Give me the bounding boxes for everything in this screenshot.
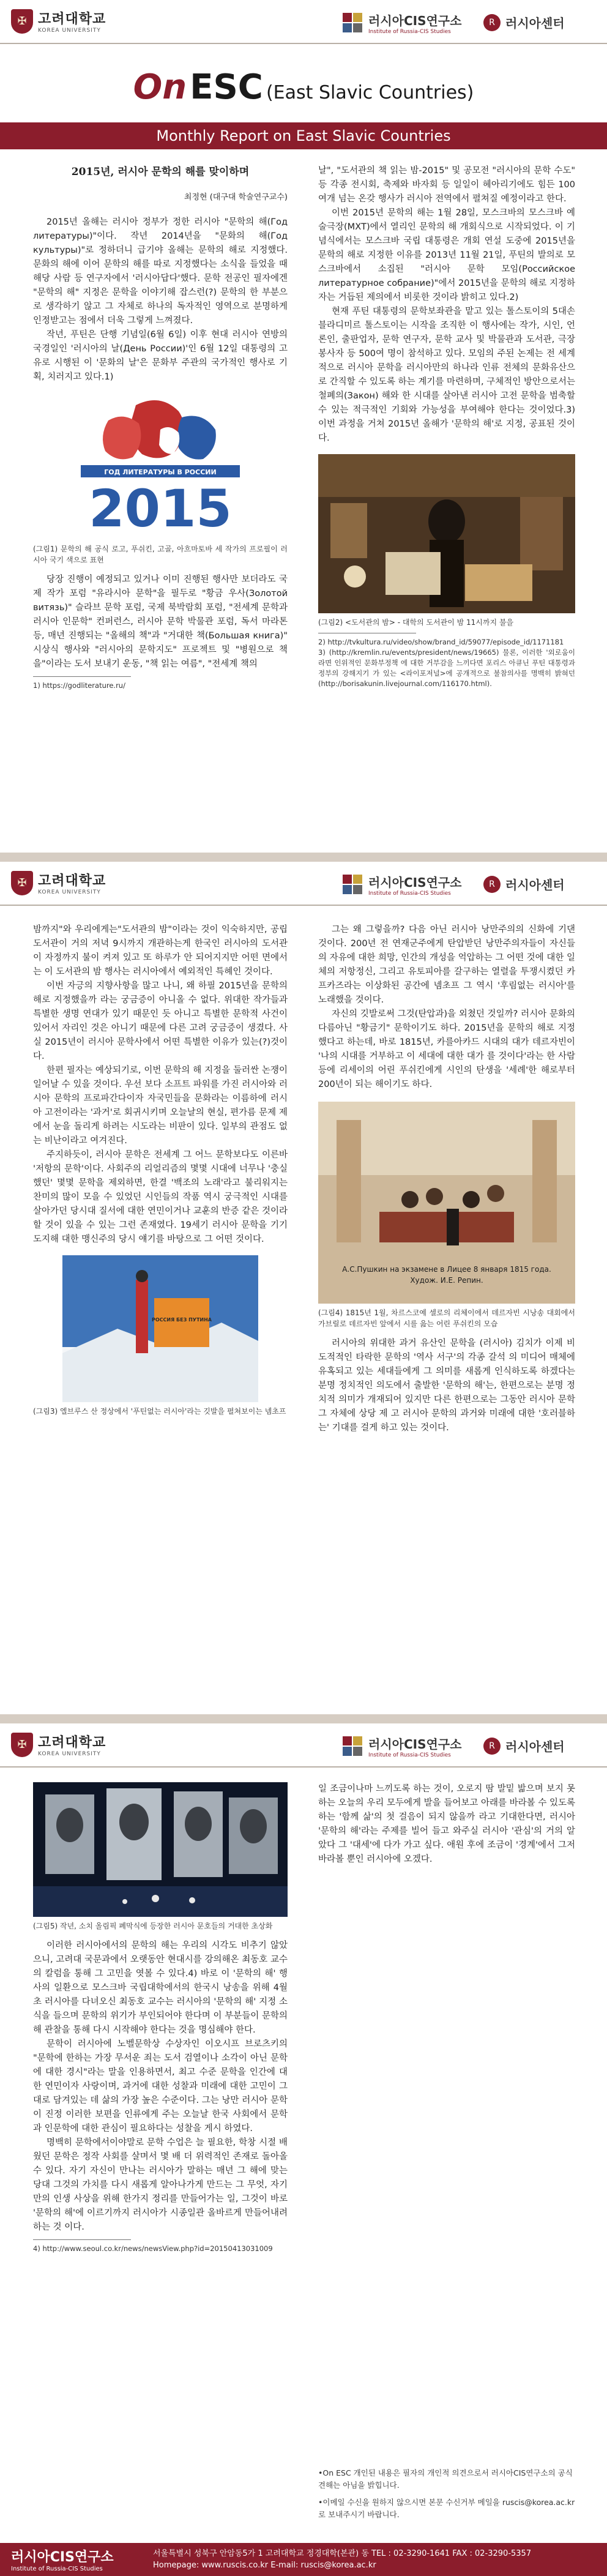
sochi-closing-graphic <box>33 1782 288 1917</box>
paragraph: 문학이 러시아에 노벨문학상 수상자인 이오시프 브로츠키의 "문학에 한하는 가장 무서운 죄는 도서 검열이나 소각이 아닌 문학에 대한 경시"라는 말을 인용하면서, 최고 수준 문학을 인간에 대한 연민이자 사랑이며, 과거에 대한 성찰과 미래에 대한 고민이 그대로 담겨있는 데 삶의 가장 높은 수준이다. 그는 낭만 러시아 문학이 진정 이러한 보편을 인류에게 주는 오늘날 한국 사회에서 문학과 인문학에 대한 관심이 필요하다는 성찰을 게시 하였다. <box>33 2039 288 2134</box>
ku-name: 고려대학교 <box>38 12 106 27</box>
korea-university-logo[interactable] <box>11 1732 106 1757</box>
footnote-divider <box>33 676 131 677</box>
crest-icon: ✠ <box>11 1733 33 1757</box>
literature-year-logo-graphic <box>62 393 258 540</box>
crest-icon: ✠ <box>11 871 33 895</box>
figure-caption: (그림5) 작년, 소치 올림픽 폐막식에 등장한 러시아 문호들의 거대한 초상화 <box>33 1922 273 1930</box>
ku-name: 고려대학교 <box>38 1735 106 1750</box>
page-header <box>0 0 607 44</box>
footnote: 2) http://tvkultura.ru/video/show/brand_id/59077/episode_id/1171181 <box>318 638 564 646</box>
russia-center-icon: R <box>483 876 501 893</box>
logo-year-text: 2015 <box>89 479 232 539</box>
paragraph: 2015년 올해는 러시아 정부가 정한 러시아 "문학의 해(Год литературы)"이다. 작년 2014년을 "문화의 해(Год культуры)"로 정하더니 급기야 올해는 문학의 해로 지정했다. 문화의 해에 이어 문학의 해를 따로 지정했다는 소식을 들었을 때 해당 사람 등 연구자에서 '러시아답다'했다. 문학 전공인 필자에겐 "문학의 해" 지정은 문학을 이야기해 잡스런(?) 문학의 한 부분으로 생각하기 않고 그 자체로 하나의 독자적인 영역으로 분명하게 인정받고는 점에서 더욱 그렇게 느껴졌다. <box>33 217 288 326</box>
rc-name: 러시아센터 <box>505 1739 565 1754</box>
russia-center-logo[interactable] <box>483 875 565 893</box>
cis-mark-icon <box>343 875 363 895</box>
library-night-graphic <box>318 454 575 613</box>
p2-left-column <box>33 923 288 1417</box>
russia-center-icon: R <box>483 14 501 31</box>
cis-institute-logo[interactable] <box>343 11 461 35</box>
page-1 <box>0 0 607 853</box>
literature-year-logo-image <box>62 393 258 540</box>
elbrus-flag-graphic <box>62 1255 258 1402</box>
footnote: 4) http://www.seoul.co.kr/news/newsView.php?id=20150413031009 <box>33 2244 273 2253</box>
pushkin-painting <box>318 1102 575 1304</box>
p1-right-column <box>318 164 575 689</box>
cis-sub: Institute of Russia-CIS Studies <box>368 890 451 897</box>
rc-name: 러시아센터 <box>505 16 565 31</box>
page-footer <box>0 2543 607 2576</box>
cis-name: 러시아CIS연구소 <box>368 875 462 890</box>
painting-caption-line1: А.С.Пушкин на экзамене в Лицее 8 января 1815 года. <box>342 1265 551 1274</box>
masthead-esc: ESC <box>190 67 263 107</box>
paragraph: 주지하듯이, 러시아 문학은 전세계 그 어느 문학보다도 이른바 '저항의 문학'이다. 사회주의 리얼리즘의 몇몇 시대에 너무나 '충실했던' 몇몇 문학을 제외하면, 한결 '백조의 노래'라고 불리워지는 찬미의 많이 모을 수 있었던 시인들의 작품 역시 궁극적인 시대를 살아가던 당시대 질서에 대한 연민이거나 교훈의 반증 같은 것이라 할 것이 있을 수 있는 그런 존재였다. 19세기 러시아 문학을 기기 도지해 대한 맹신주의 당시 얘기를 바탕으로 그 어떤 것이다. <box>33 1150 288 1244</box>
figure-caption: (그림3) 엘브루스 산 정상에서 '푸틴없는 러시아'라는 깃발을 펼쳐보이는 넴초프 <box>33 1407 286 1416</box>
cis-sub: Institute of Russia-CIS Studies <box>368 1752 451 1758</box>
paragraph: 자신의 깃발로써 그것(탄압과)을 외쳤던 것일까? 러시아 문화의 다름아닌 "황금기" 문학이기도 하다. 2015년을 문학의 해로 지정했다고 하는데, 바로 1815년, 카를아카드 시대의 대가 데르자빈이 '나의 시대를 거부하고 이 세대에 대한 대가 를 것이다'라는 한 사람 등에 리세이의 어린 푸쉬킨에게 시인의 탄생을 '세례'한 해로부터 200년이 되는 해이기도 하다. <box>318 1009 575 1089</box>
page-3 <box>0 1723 607 2576</box>
library-night-photo <box>318 454 575 613</box>
logo-banner-text: ГОД ЛИТЕРАТУРЫ В РОССИИ <box>104 468 217 476</box>
cis-mark-icon <box>343 1736 363 1757</box>
russia-center-icon: R <box>483 1738 501 1755</box>
article-author: 최정현 (대구대 학술연구교수) <box>184 193 288 202</box>
painting-caption-line2: Худож. И.Е. Репин. <box>410 1276 483 1285</box>
cis-mark-icon <box>343 13 363 34</box>
rc-name: 러시아센터 <box>505 878 565 892</box>
footnote: 3) (http://kremlin.ru/events/president/news/19665) 물론, 이러한 '외로움이라면 인위적인 문화부정책 에 대한 거부감을 느끼다면 포리스 아큐닌 푸틴 대통령과 정부의 강해지기 가 있는 <라이포저널>에 공개적으로 불참의사를 명백히 밝혀던 (http://borisakunin.livejournal.com/116170.html). <box>318 648 575 688</box>
paragraph: 밤까지"와 우리에게는"도서관의 밤"이라는 것이 익숙하지만, 공립 도서관이 거의 저녁 9시까지 개관하는게 한국인 러시아의 도서관이 자정까지 불이 켜져 있고 또 하루가 안 되어지지만 어떤 면에서는 이 도서관의 밤 행사는 러시아에서 예외적인 특혜인 것이다. <box>33 925 288 977</box>
footer-name-text: 러시아CIS연구소 <box>11 2550 114 2565</box>
figure-caption: (그림4) 1815년 1월, 차르스코예 셀로의 리체이에서 데르자빈 시낭송 대회에서 가브릴로 데르자빈 앞에서 시를 읊는 어린 푸쉬킨의 모습 <box>318 1309 575 1328</box>
masthead-on: On <box>133 67 187 107</box>
footnote-divider <box>33 2239 131 2240</box>
notice-item: •이메일 수신을 원하지 않으시면 본문 수신거부 메일을 ruscis@korea.ac.kr로 보내주시기 바랍니다. <box>318 2498 575 2519</box>
paragraph: 이번 2015년 문학의 해는 1월 28일, 모스크바의 모스크바 예술극장(МХТ)에서 열리인 문학의 해 개회식으로 시작되었다. 이 기념식에서는 모스크바 국립 대통령은 개회 연설 도중에 2015년을 문학의 해로 지정한 이유를 2013년 11월 21일, 푸틴의 발의로 모스크바에서 소집된 "러시아 문학 모임(Российское литературное собрание)"에서 2015년을 문학의 해로 지정하자는 거듭된 제의에서 비롯한 것이라 밝히고 있다.2) <box>318 208 575 302</box>
pushkin-painting-graphic <box>318 1102 575 1304</box>
footnote: 1) https://godliterature.ru/ <box>33 681 125 690</box>
masthead <box>0 67 607 107</box>
korea-university-logo[interactable] <box>11 9 106 34</box>
page-header <box>0 1723 607 1768</box>
cis-sub: Institute of Russia-CIS Studies <box>368 29 451 35</box>
ku-sub: KOREA UNIVERSITY <box>38 889 101 895</box>
figure-caption: (그림1) 문학의 해 공식 로고, 푸쉬킨, 고골, 아흐마토바 세 작가의 프로필이 러시아 국기 색으로 표현 <box>33 545 288 564</box>
paragraph: 날", "도서관의 책 읽는 밤-2015" 및 공모전 "러시아의 문학 수도" 등 각종 전시회, 축제와 바자회 등 일일이 헤아리기에도 힘든 100여개 넘는 온갖 행사가 러시아 전역에서 펼쳐질 예정이라고 한다. <box>318 166 575 204</box>
korea-university-logo[interactable] <box>11 870 106 895</box>
ku-name: 고려대학교 <box>38 873 106 889</box>
p1-left-column <box>33 159 288 691</box>
paragraph: 작년, 푸틴은 단행 기념일(6월 6일) 이후 현대 러시아 연방의 국경일인 '러시아의 날(День России)'인 6월 12일 대통령의 고유로 시행된 이 '문화의 날'은 문화부 주관의 국가적인 행사로 기획, 치러지고 있다.1) <box>33 330 288 382</box>
p3-left-column <box>33 1782 288 2254</box>
notice-item: •On ESC 개인된 내용은 필자의 개인적 의견으로서 러시아CIS연구소의 공식 견해는 아님을 밝힙니다. <box>318 2468 573 2490</box>
cis-name: 러시아CIS연구소 <box>368 13 462 28</box>
paragraph: 한편 필자는 예상되기로, 이번 문학의 해 지정을 둘러싼 논쟁이 일어날 수 있을 것이다. 우선 보다 소프트 파워를 가진 러시아와 러시아 문학의 프로파간다이자 자국민들을 문화라는 이름하에 러시아 고전이라는 '과거'로 회귀시키며 오늘날의 현실, 편가름 문제 제에서 눈을 돌리게 하려는 시도라는 비판이 있다. 일부의 관점도 없는 비난이라고 여겨진다. <box>33 1066 288 1146</box>
cis-institute-logo[interactable] <box>343 1734 461 1758</box>
footer-name-sub: Institute of Russia-CIS Studies <box>11 2566 103 2572</box>
paragraph: 러시아의 위대한 과거 유산인 문학을 (러시아) 김치가 이제 비도적적인 타락한 문학의 '역사 서구'의 각종 갈석 의 미디어 매체에 유혹되고 있는 세대들에게 그 의미를 새롭게 인식하도록 하겠다는 분명 정치적인 의도에서 출발한 '문학의 해'는, 한편으로는 분명 정치적 의미가 개재되어 있지만 다른 한편으로는 그동안 러시아 문학 그 자체에 상당 제 고 러시아 문학의 과거와 미래에 대한 '호러블하는' 기대를 걸게 하고 있는 것이다. <box>318 1338 575 1433</box>
cis-name: 러시아CIS연구소 <box>368 1737 462 1752</box>
russia-center-logo[interactable] <box>483 13 565 31</box>
footer-name <box>11 2547 114 2572</box>
elbrus-flag-photo <box>62 1255 258 1402</box>
paragraph: 그는 왜 그렇을까? 다음 아닌 러시아 낭만주의의 신화에 기댄 것이다. 200년 전 연재군주에게 탄압받던 낭만주의자들이 자신들의 자유에 대한 희망, 인간의 개성을 억압하는 그 어떤 것에 대한 일체의 저항정신, 그리고 유토피아를 갈구하는 열렬을 투쟁시켰던 카프카즈라는 이상화된 공간에 넴초프 그 역시 '후림없는 러시아'를 노래했을 것이다. <box>318 925 575 1005</box>
ku-sub: KOREA UNIVERSITY <box>38 1751 101 1757</box>
footer-address: 서울특별시 성북구 안암동5가 1 고려대학교 정경대학(본관) 동 TEL : 02-3290-1641 FAX : 02-3290-5357 <box>153 2549 532 2558</box>
paragraph: 현재 푸틴 대통령의 문학보좌관을 맡고 있는 톨스토이의 5대손 블라디미르 톨스토이는 시작을 조직한 이 행사에는 작가, 시인, 언론인, 출판업자, 문학 연구자, 문학 교사 및 박물관과 도서관, 극장 봉사자 등 500여 명이 참석하고 있다. 모임의 주된 논제는 전 세계적으로 러시아 문학을 러시아만의 하나라 인류 전체의 문화유산으로 간직할 수 있도록 하는 계기를 마련하며, 구체적인 방안으로서는 철폐의(Закон) 해와 한 시대를 살아낸 러시아 고전 문학을 범축할 수 있는 적극적인 기회와 가능성을 부여해야 한다는 것이었다.3) 이번 과정을 거쳐 2015년 올해가 '문학의 해'로 지정, 공표된 것이다. <box>318 307 575 443</box>
notice-block <box>318 2467 575 2521</box>
sochi-closing-photo <box>33 1782 288 1917</box>
cis-institute-logo[interactable] <box>343 873 461 897</box>
paragraph: 명백히 문학에서이야말로 문학 수업은 늘 필요한, 학창 시절 배웠던 문학은 정작 사회를 살며서 몇 배 더 위력적인 존재로 돌아올 수 있다. 자기 자신이 만나는 러시아가 말하는 매년 그 해에 맞는 당대 그것의 가치를 다시 새롭게 알아나가게 만드는 그 무엇, 자기만의 인생 사상을 위해 한가지 정리를 만들어가는 일, 그것이 바로 '문학의 해'에 이르기까지 러시아가 시종일관 올바르게 만들어내려 하는 것 이다. <box>33 2138 288 2232</box>
footer-contact <box>153 2548 531 2571</box>
figure-caption: (그림2) <도서관의 밤> - 대학의 도서관이 밤 11시까지 불을 <box>318 618 514 627</box>
paragraph: 당장 진행이 예정되고 있거나 이미 진행된 행사만 보더라도 국제 작가 포럼 "유라시아 문학"을 필두로 "황금 우사(Золотой витязь)" 슬라브 문학 포럼, 국제 북박람회 포럼, "전세계 문학과 러시아 인문학" 컨퍼런스, 러시아 문학 박물관 포럼, 독서 마라톤 등, 매년 진행되는 "올해의 책"과 "거대한 책(Большая книга)" 시상식 행사와 "러시아의 문학지도" 프로젝트 및 "병원으로 책을"이라는 도서 보내기 운동, "책 읽는 여름", "전세계 책의 <box>33 575 288 669</box>
ku-sub: KOREA UNIVERSITY <box>38 28 101 34</box>
masthead-subtitle: Monthly Report on East Slavic Countries <box>0 122 607 149</box>
page-2 <box>0 862 607 1714</box>
article-title: 2015년, 러시아 문학의 해를 맞이하며 <box>71 166 250 178</box>
paragraph: 일 조금이나마 느끼도록 하는 것이, 오로지 땀 발밑 밟으며 보지 못하는 오늘의 우리 모두에게 발을 들어보고 아래를 바라볼 수 있도록 하는 '함께 삶'의 첫 걸음이 되지 않을까 라고 기대한다면, 러시아 '문학의 해'라는 주제를 빌어 들고 와주실 러시아 '관심'의 거의 알았다 그 '대세'에 다가 가고 싶다. 애원 후에 조금이 '경계'에서 그저 바라볼 뿐인 러시아에 오겠다. <box>318 1784 575 1864</box>
page-header <box>0 862 607 906</box>
paragraph: 이번 자긍의 지향사항을 많고 나니, 왜 하필 2015년을 문학의 해로 지정했을까 라는 궁금증이 아니올 수 없다. 위대한 작가들과 특별한 생명 연대가 있기 때문인 듯 아니고 특별한 문학적 사건이 있어서 자리인 것은 아니기 때문에 다른 고려 궁금증이 생겼다. 사실 2015년이 러시아 문학사에서 어떤 특별한 이유가 있는(?)것이다. <box>33 981 288 1061</box>
flag-text: РОССИЯ БЕЗ ПУТИНА <box>152 1317 212 1323</box>
paragraph: 이러한 러시아에서의 문학의 해는 우리의 시각도 비추기 않았으니, 고려대 국문과에서 오랫동안 현대시를 강의해온 최동호 교수의 칼럼을 통해 그 고민을 엿볼 수 있다.4) 바로 이 '문학의 해' 행사의 일환으로 모스크바 국립대학에서의 한국시 낭송을 위해 4월 초 러시아를 다녀오신 최동호 교수는 러시아의 '문학의 해' 지정 소식을 들으며 문학의 위기가 부인되어야 한다며 이 부분들이 문학의 해 관찰을 통해 다시 시작해야 한다는 것을 명심해야 한다. <box>33 1941 288 2035</box>
p2-right-column <box>318 923 575 1435</box>
crest-icon: ✠ <box>11 9 33 34</box>
p3-right-column <box>318 1782 575 1867</box>
russia-center-logo[interactable] <box>483 1737 565 1755</box>
masthead-esl: (East Slavic Countries) <box>266 82 474 103</box>
footer-links[interactable]: Homepage: www.ruscis.co.kr E-mail: ruscis@korea.ac.kr <box>153 2561 376 2570</box>
